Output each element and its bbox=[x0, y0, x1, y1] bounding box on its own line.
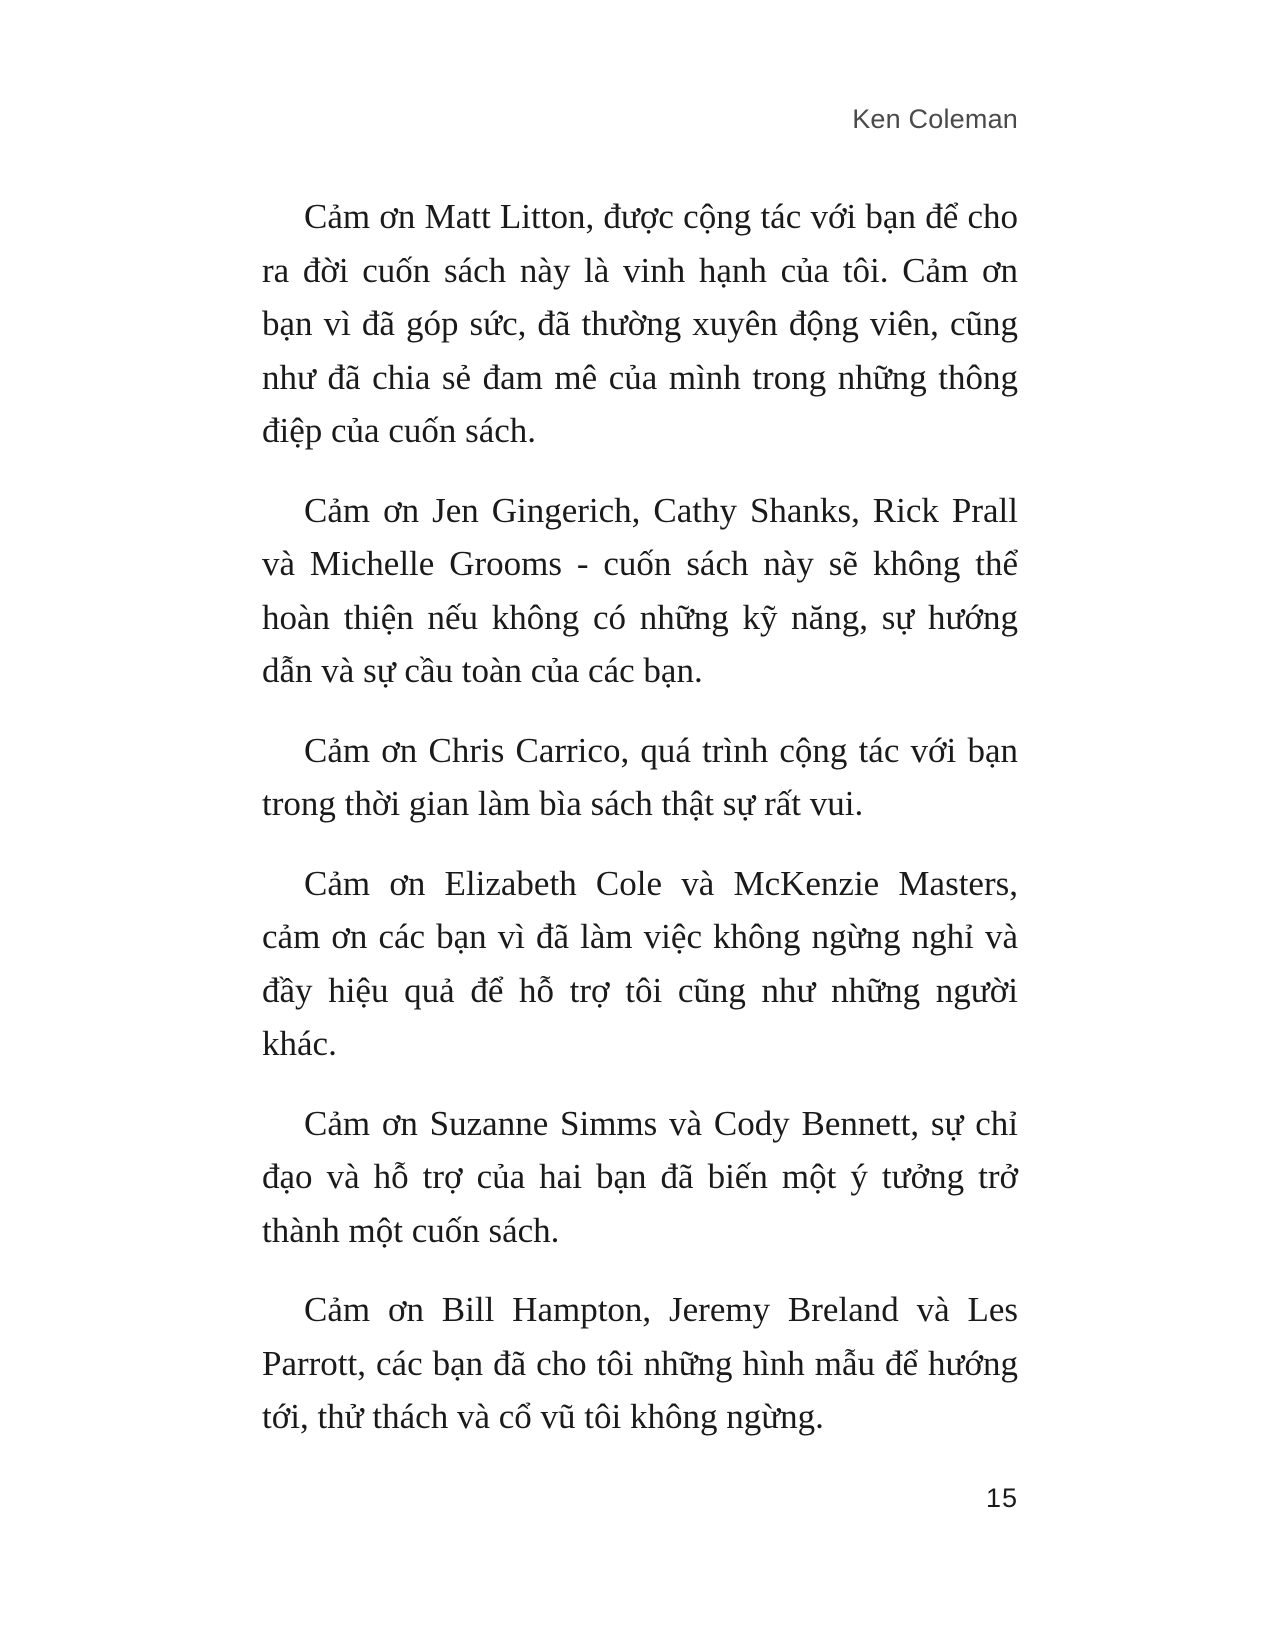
paragraph: Cảm ơn Suzanne Simms và Cody Bennett, sự chỉ đạo và hỗ trợ của hai bạn đã biến một ý tưởng trở thành một cuốn sách. bbox=[262, 1103, 1018, 1250]
page-number: 15 bbox=[985, 1483, 1018, 1513]
running-header: Ken Coleman bbox=[852, 104, 1018, 134]
paragraph: Cảm ơn Jen Gingerich, Cathy Shanks, Rick Prall và Michelle Grooms - cuốn sách này sẽ không thể hoàn thiện nếu không có những kỹ năng, sự hướng dẫn và sự cầu toàn của các bạn. bbox=[262, 490, 1018, 690]
paragraph: Cảm ơn Matt Litton, được cộng tác với bạn để cho ra đời cuốn sách này là vinh hạnh của tôi. Cảm ơn bạn vì đã góp sức, đã thường xuyên động viên, cũng như đã chia sẻ đam mê của mình trong những thông điệp của cuốn sách. bbox=[262, 197, 1018, 450]
body-text bbox=[262, 190, 1018, 1470]
paragraph: Cảm ơn Chris Carrico, quá trình cộng tác với bạn trong thời gian làm bìa sách thật sự rất vui. bbox=[262, 730, 1018, 823]
paragraph: Cảm ơn Elizabeth Cole và McKenzie Masters, cảm ơn các bạn vì đã làm việc không ngừng nghỉ và đầy hiệu quả để hỗ trợ tôi cũng như những người khác. bbox=[262, 863, 1018, 1063]
paragraph: Cảm ơn Bill Hampton, Jeremy Breland và Les Parrott, các bạn đã cho tôi những hình mẫu để hướng tới, thử thách và cổ vũ tôi không ngừng. bbox=[262, 1290, 1018, 1436]
